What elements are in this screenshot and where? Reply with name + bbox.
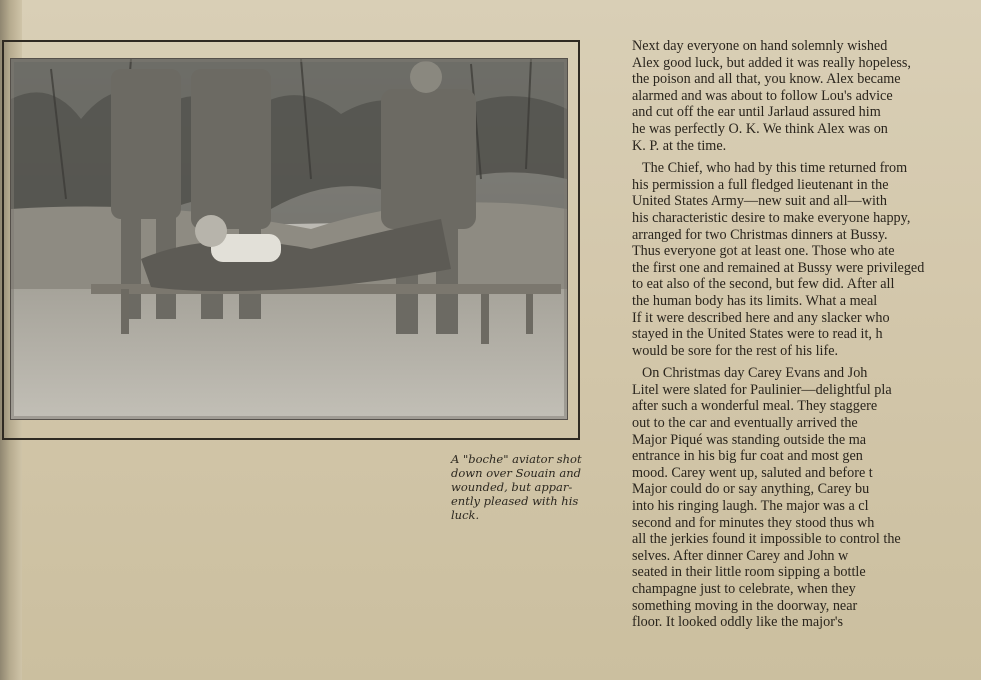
text-line: he was perfectly O. K. We think Alex was on — [632, 120, 888, 137]
text-line: champagne just to celebrate, when they — [632, 581, 856, 597]
text-line: into his ringing laugh. The major was a cl — [632, 498, 869, 515]
photo-caption — [451, 452, 591, 522]
caption-line: A "boche" aviator shot — [451, 452, 582, 466]
caption-line: down over Souain and — [451, 466, 581, 480]
text-line: second and for minutes they stood thus wh — [632, 514, 875, 531]
text-line: the poison and all that, you know. Alex became — [632, 71, 901, 88]
caption-line: luck. — [451, 508, 480, 522]
caption-line: ently pleased with his — [451, 494, 579, 508]
text-line: would be sore for the rest of his life. — [632, 342, 839, 359]
text-line: Thus everyone got at least one. Those who ate — [632, 243, 895, 260]
text-line: after such a wonderful meal. They staggere — [632, 398, 878, 415]
text-line: out to the car and eventually arrived the — [632, 415, 858, 432]
text-line: arranged for two Christmas dinners at Bussy. — [632, 226, 888, 243]
text-line: something moving in the doorway, near — [632, 597, 858, 614]
text-line: The Chief, who had by this time returned from — [642, 160, 908, 177]
text-line: Major Piqué was standing outside the ma — [632, 431, 867, 448]
text-line: seated in their little room sipping a bottle — [632, 564, 866, 581]
text-line: If it were described here and any slacker who — [632, 309, 890, 326]
text-line: Next day everyone on hand solemnly wished — [632, 38, 888, 54]
text-line: his permission a full fledged lieutenant in the — [632, 176, 889, 193]
text-line: the human body has its limits. What a meal — [632, 292, 878, 309]
text-line: On Christmas day Carey Evans and Joh — [642, 365, 868, 382]
text-line: Alex good luck, but added it was really hopeless, — [632, 54, 911, 71]
text-line: his characteristic desire to make everyone happy, — [632, 209, 911, 226]
caption-line: wounded, but appar- — [451, 480, 573, 494]
text-line: and cut off the ear until Jarlaud assured him — [632, 104, 881, 121]
text-line: Major could do or say anything, Carey bu — [632, 481, 870, 498]
photograph — [10, 58, 568, 420]
text-line: stayed in the United States were to read it, h — [632, 326, 883, 343]
paragraph-3 — [632, 365, 981, 631]
text-line: floor. It looked oddly like the major's — [632, 614, 843, 631]
text-line: entrance in his big fur coat and most gen — [632, 448, 863, 465]
text-line: Litel were slated for Paulinier—delightful pla — [632, 381, 892, 398]
text-line: mood. Carey went up, saluted and before t — [632, 464, 873, 481]
text-line: United States Army—new suit and all—with — [632, 193, 887, 210]
paragraph-2 — [632, 160, 981, 359]
text-line: K. P. at the time. — [632, 137, 727, 154]
text-line: selves. After dinner Carey and John w — [632, 547, 849, 564]
paragraph-1 — [632, 38, 981, 154]
body-text — [632, 38, 981, 637]
text-line: all the jerkies found it impossible to control the — [632, 531, 901, 548]
photo-illustration — [11, 59, 567, 419]
text-line: alarmed and was about to follow Lou's advice — [632, 87, 893, 104]
text-line: to eat also of the second, but few did. After all — [632, 276, 895, 293]
text-line: the first one and remained at Bussy were privileged — [632, 259, 925, 276]
